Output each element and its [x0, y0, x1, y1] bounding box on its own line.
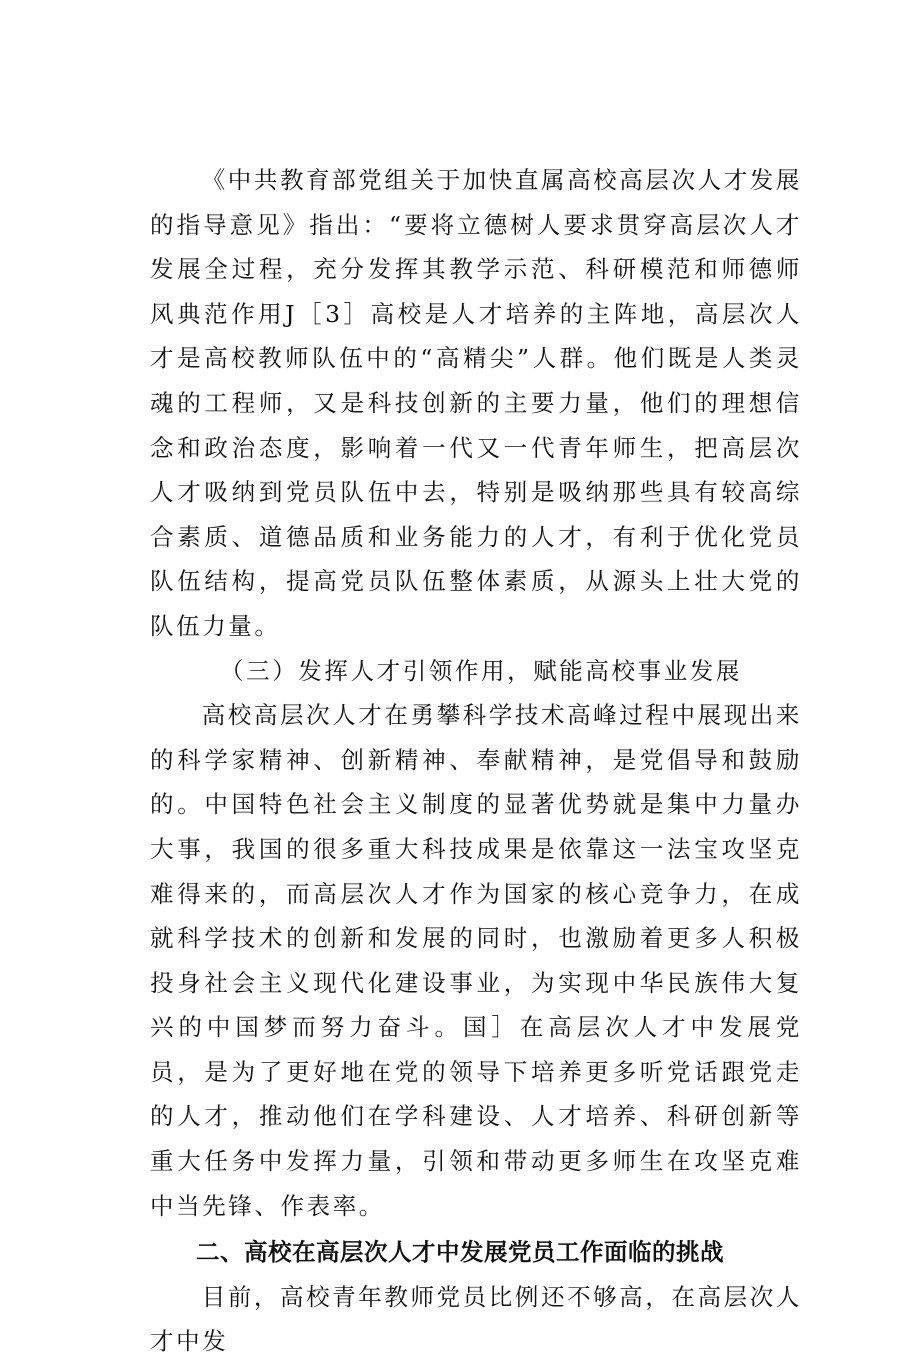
- subsection-heading: （三）发挥人才引领作用，赋能高校事业发展: [220, 656, 742, 685]
- body-paragraph: 目前，高校青年教师党员比例还不够高，在高层次人才中发: [150, 1282, 802, 1356]
- section-heading: 二、高校在高层次人才中发展党员工作面临的挑战: [196, 1238, 724, 1267]
- document-body: [150, 158, 802, 1364]
- body-paragraph: 《中共教育部党组关于加快直属高校高层次人才发展的指导意见》指出：“要将立德树人要求贯穿高层次人才发展全过程，充分发挥其教学示范、科研模范和师德师风典范作用J［3］高校是人才培养的主阵地，高层次人才是高校教师队伍中的“高精尖”人群。他们既是人类灵魂的工程师，又是科技创新的主要力量，他们的理想信念和政治态度，影响着一代又一代青年师生，把高层次人才吸纳到党员队伍中去，特别是吸纳那些具有较高综合素质、道德品质和业务能力的人才，有利于优化党员队伍结构，提高党员队伍整体素质，从源头上壮大党的队伍力量。: [150, 166, 802, 640]
- body-paragraph: 高校高层次人才在勇攀科学技术高峰过程中展现出来的科学家精神、创新精神、奉献精神，是党倡导和鼓励的。中国特色社会主义制度的显著优势就是集中力量办大事，我国的很多重大科技成果是依靠这一法宝攻坚克难得来的，而高层次人才作为国家的核心竞争力，在成就科学技术的创新和发展的同时，也激励着更多人积极投身社会主义现代化建设事业，为实现中华民族伟大复兴的中国梦而努力奋斗。国］在高层次人才中发展党员，是为了更好地在党的领导下培养更多听党话跟党走的人才，推动他们在学科建设、人才培养、科研创新等重大任务中发挥力量，引领和带动更多师生在攻坚克难中当先锋、作表率。: [150, 701, 802, 1220]
